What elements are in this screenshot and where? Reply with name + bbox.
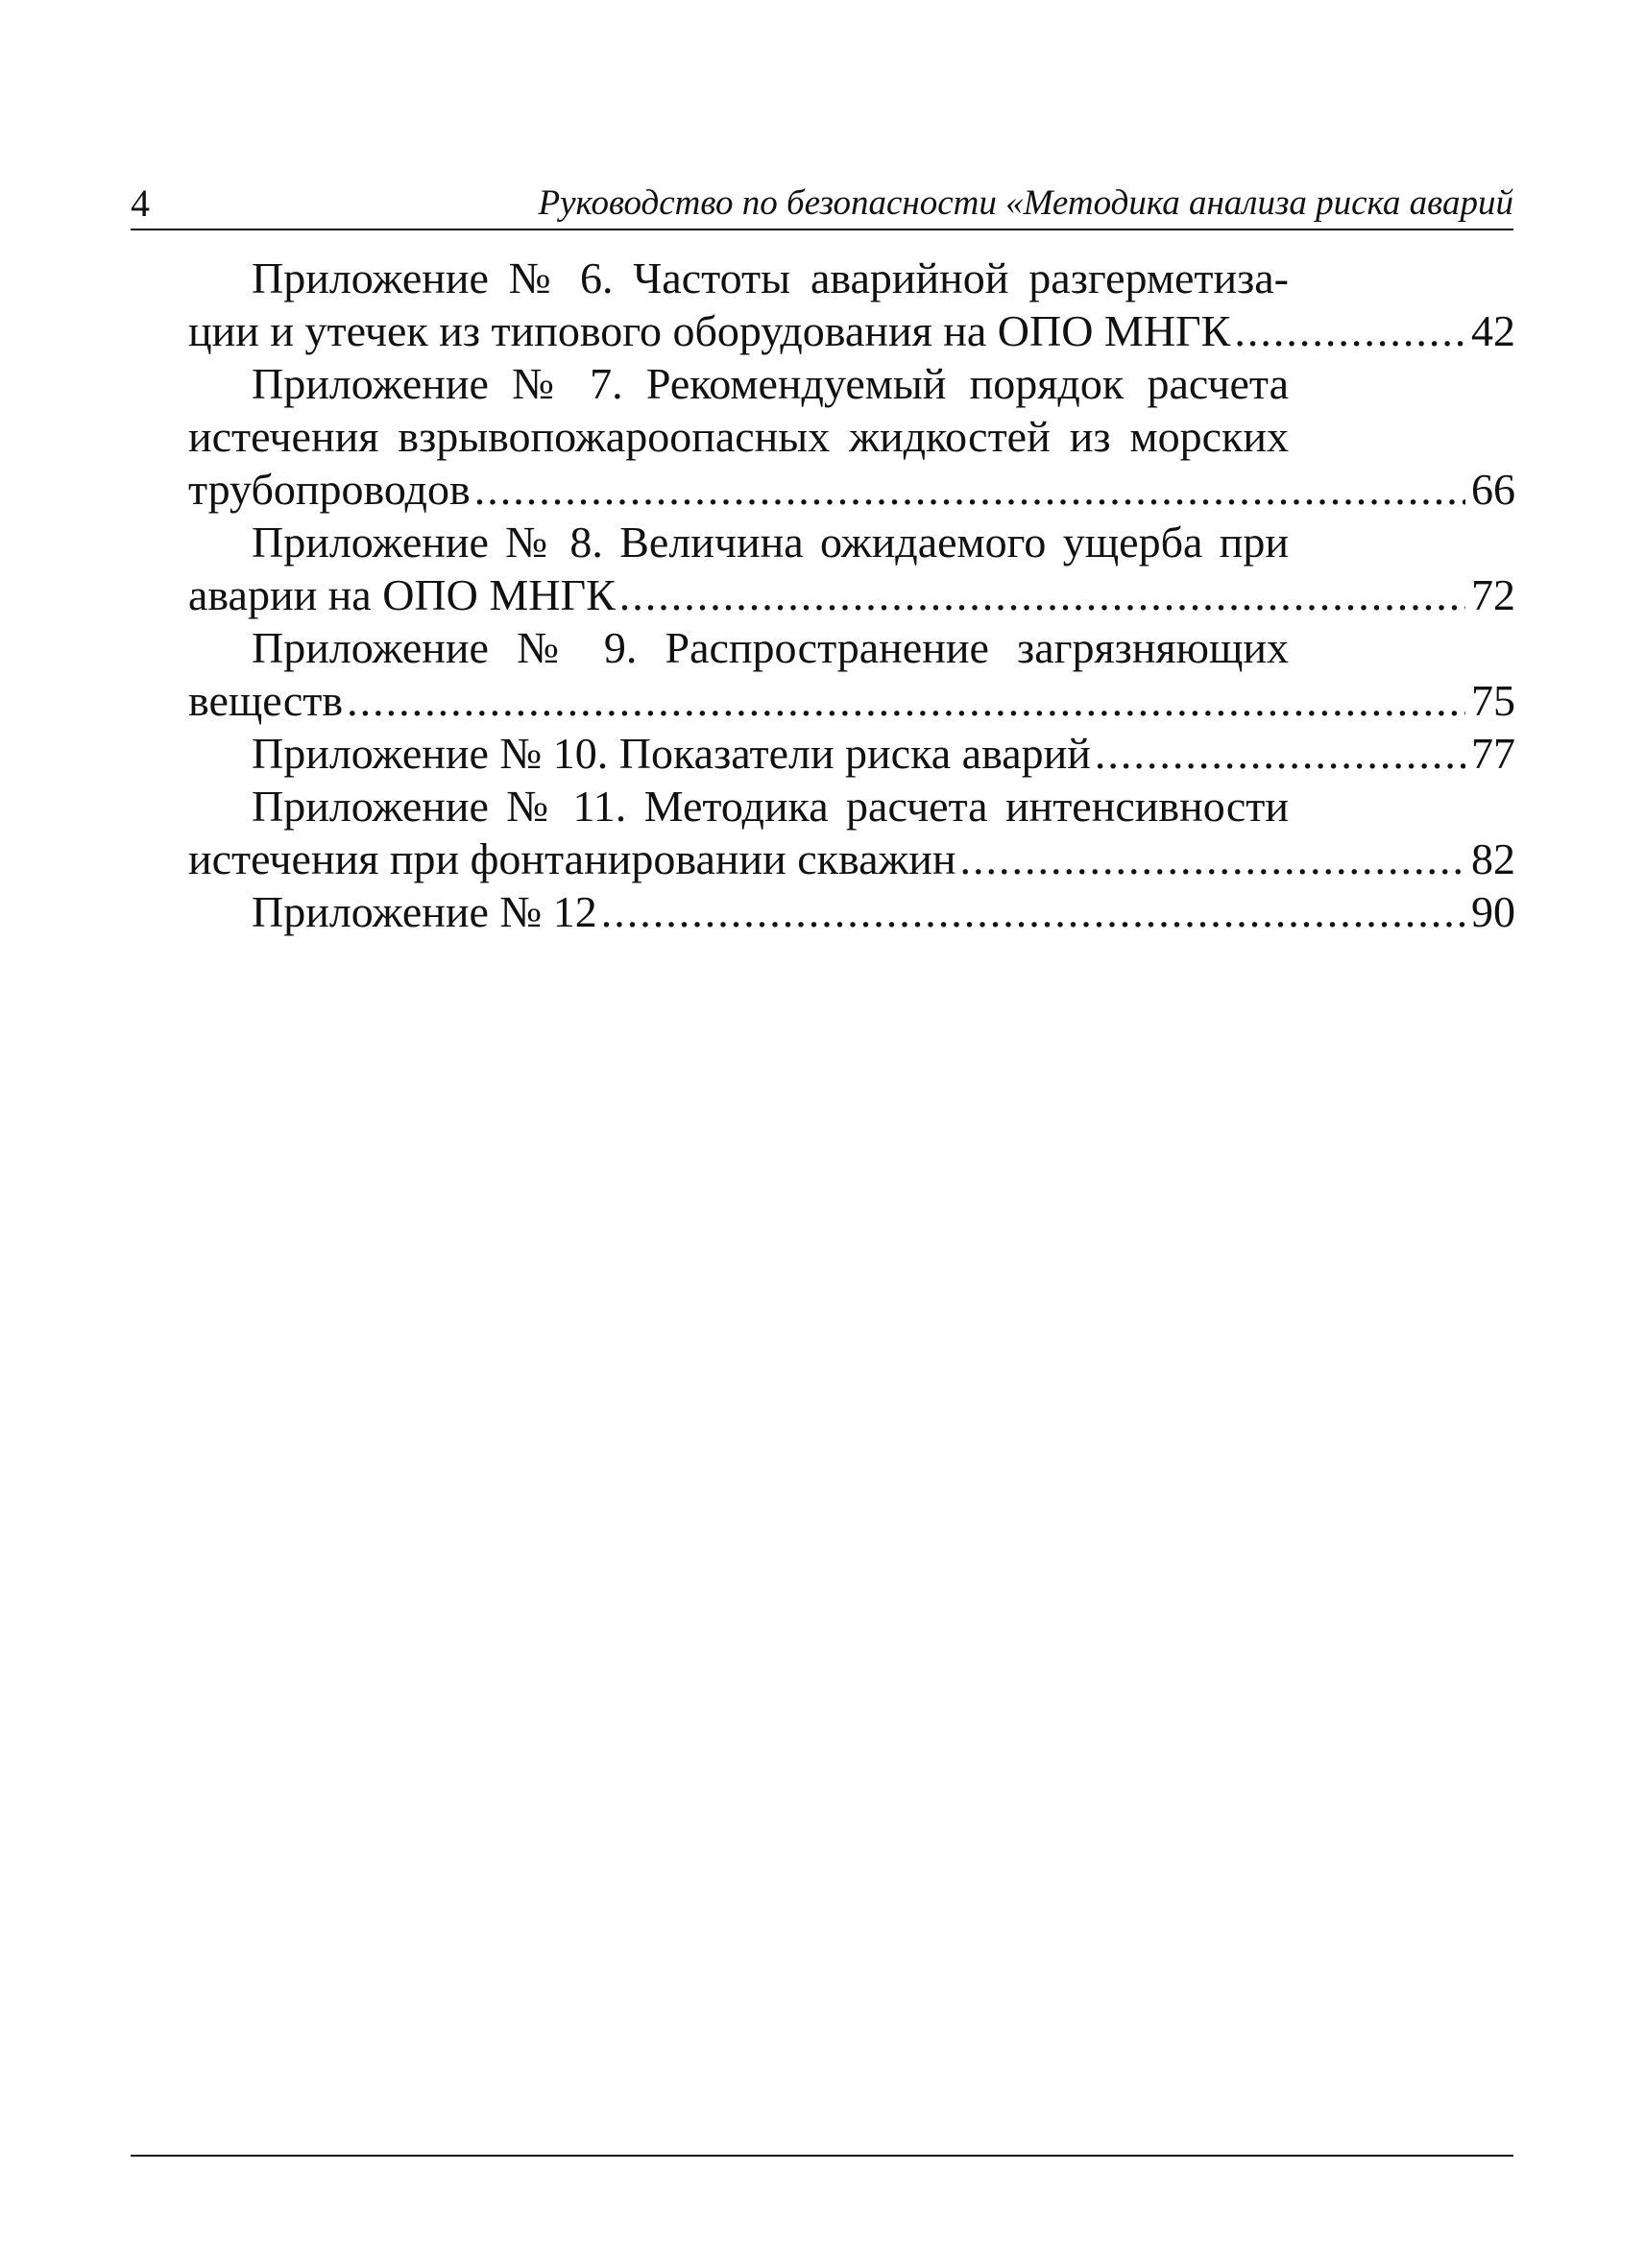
toc-page-number: 77: [1471, 729, 1515, 778]
toc-entry-appendix-12[interactable]: [188, 885, 1515, 938]
toc-entry-appendix-7-line-2: истечения взрывопожароопасных жидкостей из морских: [188, 412, 1289, 461]
toc-entry-appendix-11-line-1: Приложение № 11. Методика расчета интенсивности: [252, 782, 1289, 831]
running-title: Руководство по безопасности «Методика анализа риска аварий: [538, 183, 1513, 223]
toc-entry-appendix-11-line-2[interactable]: [188, 832, 1515, 885]
toc-entry-appendix-6-line-1: Приложение № 6. Частоты аварийной разгерметиза-: [252, 253, 1289, 302]
dot-leader: [960, 832, 1465, 885]
toc-entry-text: трубопроводов: [188, 465, 471, 514]
toc-entry-text: Приложение № 12: [252, 887, 597, 936]
dot-leader: [619, 568, 1465, 621]
dot-leader: [347, 674, 1465, 727]
toc-entry-appendix-9-line-2[interactable]: [188, 674, 1515, 727]
dot-leader: [1095, 727, 1465, 780]
toc-page-number: 72: [1471, 570, 1515, 619]
toc-entry-appendix-7-line-3[interactable]: [188, 463, 1515, 516]
footer-rule: [131, 2155, 1513, 2157]
toc-entry-appendix-8-line-1: Приложение № 8. Величина ожидаемого ущерба при: [252, 518, 1289, 567]
toc-page-number: 90: [1471, 887, 1515, 936]
dot-leader: [474, 463, 1465, 516]
toc-entry-text: веществ: [188, 676, 344, 725]
toc-entry-appendix-7-line-1: Приложение № 7. Рекомендуемый порядок расчета: [252, 359, 1289, 408]
toc-entry-appendix-8-line-2[interactable]: [188, 568, 1515, 621]
header-rule: [131, 229, 1513, 230]
toc-entry-text: истечения при фонтанировании скважин: [188, 834, 956, 883]
toc-entry-appendix-10[interactable]: [188, 727, 1515, 780]
toc-page-number: 82: [1471, 834, 1515, 883]
page-header: [131, 179, 1513, 227]
toc-page-number: 75: [1471, 676, 1515, 725]
toc-entry-text: ции и утечек из типового оборудования на ОПО МНГК: [188, 306, 1231, 355]
toc-page-number: 42: [1471, 306, 1515, 355]
toc-page-number: 66: [1471, 465, 1515, 514]
toc-entry-appendix-6-line-2[interactable]: [188, 304, 1515, 357]
toc-entry-text: Приложение № 10. Показатели риска аварий: [252, 729, 1091, 778]
toc-entry-appendix-9-line-1: Приложение № 9. Распространение загрязняющих: [252, 623, 1289, 672]
table-of-contents: [188, 252, 1515, 938]
page-number: 4: [131, 181, 150, 225]
dot-leader: [601, 885, 1465, 938]
dot-leader: [1234, 304, 1465, 357]
toc-entry-text: аварии на ОПО МНГК: [188, 570, 616, 619]
